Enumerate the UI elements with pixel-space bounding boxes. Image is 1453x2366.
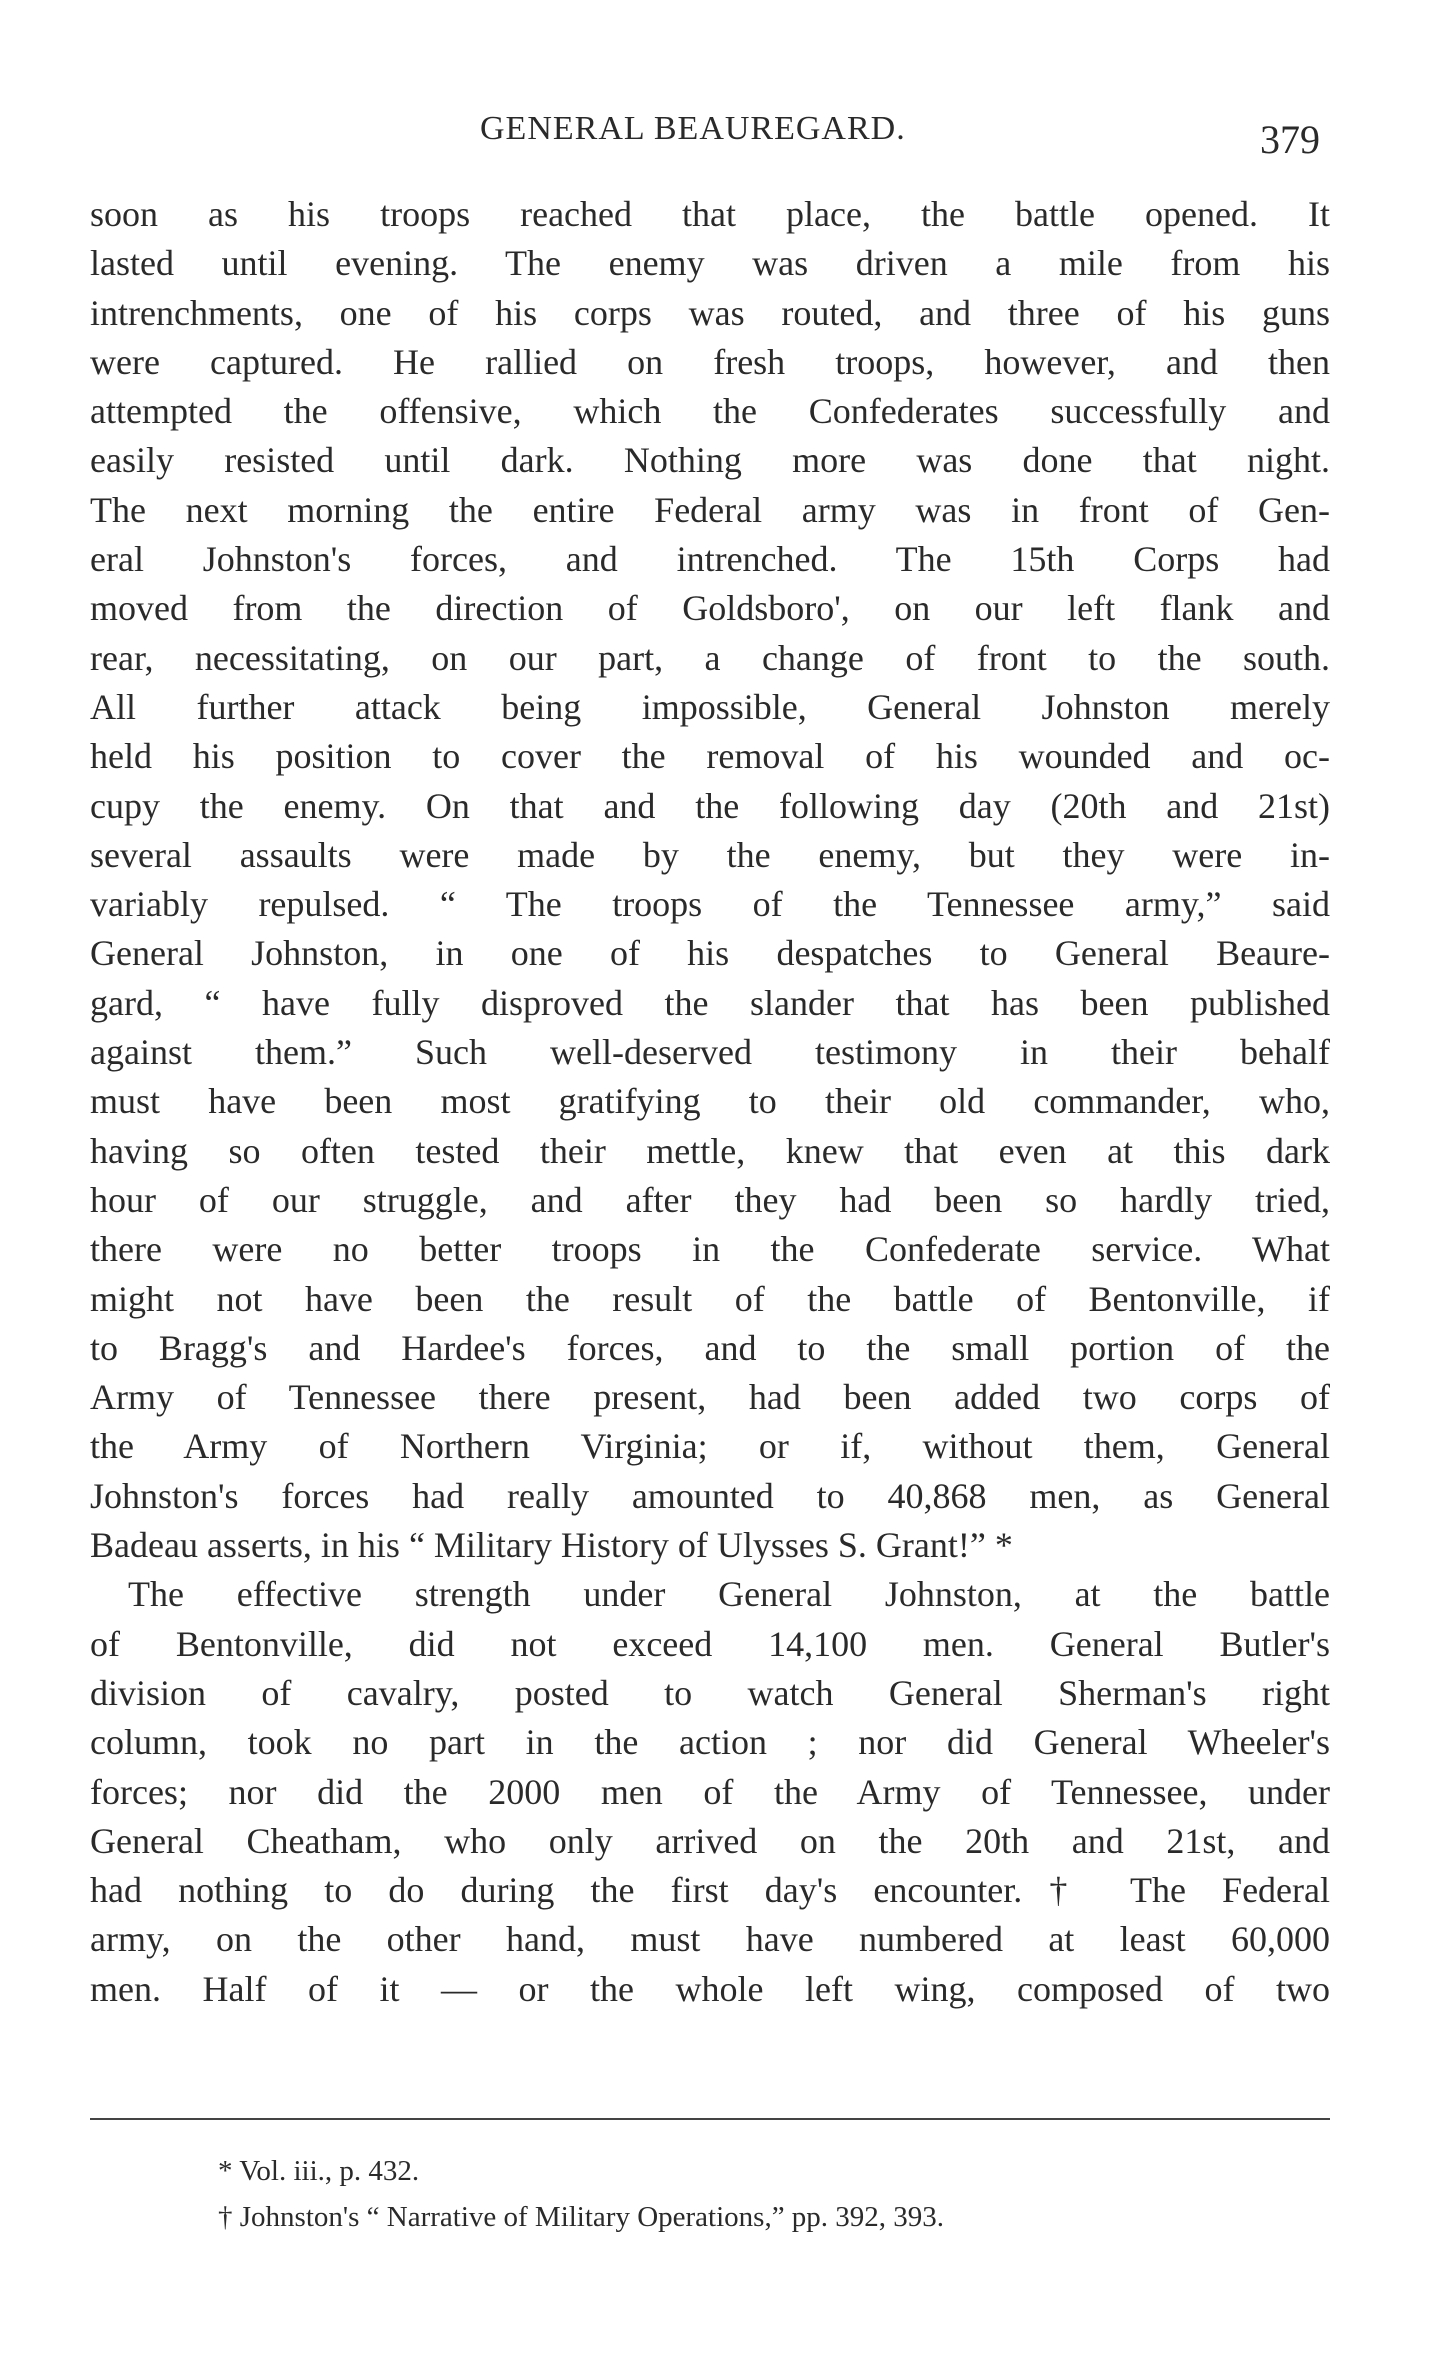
text-line: men. Half of it — or the whole left wing, composed of two [90,1968,1330,2009]
text-line: The effective strength under General Johnston, at the battle [128,1574,1330,1615]
text-line: were captured. He rallied on fresh troops, however, and then [90,341,1330,382]
text-line: eral Johnston's forces, and intrenched. The 15th Corps had [90,539,1330,580]
text-line: having so often tested their mettle, knew that even at this dark [90,1130,1330,1171]
text-line: cupy the enemy. On that and the following day (20th and 21st) [90,785,1330,826]
text-line: All further attack being impossible, General Johnston merely [90,686,1330,727]
text-line: moved from the direction of Goldsboro', on our left flank and [90,588,1330,629]
footnote: † Johnston's “ Narrative of Military Operations,” pp. 392, 393. [218,2201,945,2233]
text-line: Army of Tennessee there present, had been added two corps of [90,1377,1330,1418]
text-line: of Bentonville, did not exceed 14,100 men. General Butler's [90,1623,1330,1664]
text-line: easily resisted until dark. Nothing more was done that night. [90,440,1330,481]
text-line: General Cheatham, who only arrived on the 20th and 21st, and [90,1820,1330,1861]
text-line: must have been most gratifying to their old commander, who, [90,1081,1330,1122]
text-line: The next morning the entire Federal army was in front of Gen- [90,489,1330,530]
text-line: rear, necessitating, on our part, a change of front to the south. [90,637,1330,678]
text-line: the Army of Northern Virginia; or if, without them, General [90,1426,1330,1467]
text-line: to Bragg's and Hardee's forces, and to the small portion of the [90,1327,1330,1368]
text-line: gard, “ have fully disproved the slander that has been published [90,982,1330,1023]
text-line: held his position to cover the removal of his wounded and oc- [90,736,1330,777]
text-line: attempted the offensive, which the Confederates successfully and [90,391,1330,432]
text-line: there were no better troops in the Confederate service. What [90,1229,1330,1270]
footnotes [218,2148,944,2240]
text-line: division of cavalry, posted to watch General Sherman's right [90,1672,1330,1713]
text-line: intrenchments, one of his corps was routed, and three of his guns [90,292,1330,333]
text-line: several assaults were made by the enemy, but they were in- [90,834,1330,875]
text-line: might not have been the result of the battle of Bentonville, if [90,1278,1330,1319]
running-title: GENERAL BEAUREGARD. [480,110,906,147]
footnote: * Vol. iii., p. 432. [218,2155,420,2187]
text-line: column, took no part in the action ; nor did General Wheeler's [90,1722,1330,1763]
running-head [90,110,1320,160]
text-line: soon as his troops reached that place, the battle opened. It [90,194,1330,234]
text-line: lasted until evening. The enemy was driven a mile from his [90,243,1330,284]
text-line: had nothing to do during the first day's encounter.† The Federal [90,1870,1330,1911]
text-line: hour of our struggle, and after they had been so hardly tried, [90,1179,1330,1220]
text-line: variably repulsed. “ The troops of the Tennessee army,” said [90,884,1330,925]
text-line: forces; nor did the 2000 men of the Army of Tennessee, under [90,1771,1330,1812]
text-line: army, on the other hand, must have numbered at least 60,000 [90,1919,1330,1960]
footnote-rule [90,2118,1330,2120]
text-line: against them.” Such well-deserved testimony in their behalf [90,1032,1330,1073]
text-line: Badeau asserts, in his “ Military History of Ulysses S. Grant!” * [90,1525,1013,1566]
text-line: General Johnston, in one of his despatches to General Beaure- [90,933,1330,974]
text-line: Johnston's forces had really amounted to 40,868 men, as General [90,1475,1330,1516]
body-text [90,190,1330,2014]
page-number: 379 [1260,117,1320,162]
